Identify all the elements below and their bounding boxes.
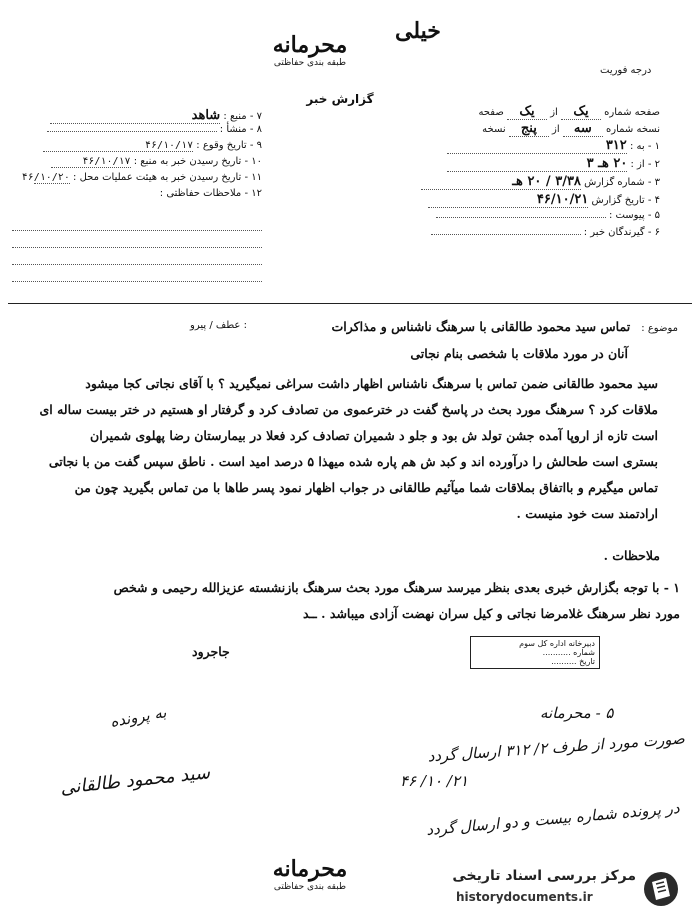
classification-title: محرمانه xyxy=(272,32,348,58)
field-protective-notes: ۱۲ - ملاحظات حفاظتی : xyxy=(159,188,262,199)
field-report-date: ۴ - تاریخ گزارش ۴۶/۱۰/۲۱ xyxy=(400,192,660,210)
distribution: جاجرود xyxy=(192,644,230,659)
handwritten-name: سید محمود طالقانی xyxy=(59,762,211,799)
field-copy-number: نسخه شماره سه از پنج نسخه xyxy=(482,121,660,136)
notes xyxy=(10,580,680,632)
watermark-title: مرکز بررسی اسناد تاریخی xyxy=(452,868,636,884)
watermark xyxy=(440,866,690,912)
watermark-url: historydocuments.ir xyxy=(456,890,593,904)
field-origin: ۸ - منشأ : xyxy=(12,124,262,140)
body-line: تماس میگیرم و بااتفاق بملاقات شما میآئیم طالقانی در جواب اظهار نمود پسر طاها با من تماس بگیرید چون من xyxy=(74,480,658,495)
field-source: ۷ - منبع : شاهد xyxy=(12,108,262,124)
registry-stamp: دبیرخانه اداره کل سوم شماره ........... تاریخ .......... xyxy=(470,636,600,669)
field-from: ۲ - از : ۲۰ هـ ۳ xyxy=(400,156,660,174)
handwritten-note: صورت مورد از طرف ۲/ ۳۱۲ ارسال گردد xyxy=(426,729,686,766)
subject-line xyxy=(190,316,678,335)
notes-line: مورد نظر سرهنگ غلامرضا نجاتی و کیل سران نهضت آزادی میباشد . ــد xyxy=(302,606,680,621)
field-page-number: صفحه شماره یک از یک صفحه xyxy=(478,104,660,119)
classification-subtitle: طبقه بندی حفاظتی xyxy=(273,58,347,68)
handwritten-note: به پرونده xyxy=(108,703,168,731)
body-line: آنان در مورد ملاقات با شخصی بنام نجاتی xyxy=(410,346,628,361)
header-divider xyxy=(8,303,692,304)
notes-label: ملاحظات . xyxy=(603,548,660,563)
classification-title: محرمانه xyxy=(272,856,348,882)
left-blank-lines xyxy=(12,214,262,282)
classification-footer xyxy=(250,856,370,892)
notes-line: ۱ - با توجه بگزارش خبری بعدی بنظر میرسد سرهنگ مورد بحث سرهنگ بازنشسته عزیزالله رحیمی و شخص xyxy=(113,580,680,595)
body-line: سید محمود طالقانی ضمن تماس با سرهنگ ناشناس اظهار داشت سراغی نمیگیرید ؟ با آقای نجاتی کجا میشود xyxy=(85,376,658,391)
field-report-number: ۳ - شماره گزارش ۳/۳۸ / ۲۰ هـ xyxy=(400,174,660,192)
body-line: است تازه از اروپا آمده جشن تولد ش بود و جلو د شمیران تصادف کرد فعلا در بیمارستان رضا پهلوی شمیران xyxy=(90,428,658,443)
field-event-date: ۹ - تاریخ وقوع : ۴۶/۱۰/۱۷ xyxy=(12,140,262,156)
body-line: بستری است طحالش را درآورده اند و کبد ش هم پاره شده میهذا ۵ درصد امید است . ناطق سپس گفت من با نجاتی xyxy=(48,454,658,469)
field-recipients: ۶ - گیرندگان خبر : xyxy=(400,227,660,244)
report-title: گزارش خبر xyxy=(306,92,374,106)
handwritten-mark: خیلی xyxy=(395,18,441,44)
handwritten-note: ۵ - محرمانه xyxy=(540,704,614,722)
handwritten-note: در پرونده شماره بیست و دو ارسال گردد xyxy=(425,798,681,840)
handwritten-date: ۲۱/ ۱۰/ ۴۶ xyxy=(400,772,469,790)
body-line: ملاقات کرد ؟ سرهنگ مورد بحث در پاسخ گفت در خترعموی من تصادف کرد و گرفتار او هستیم در ختر بیست ساله ای xyxy=(39,402,658,417)
archive-logo-icon xyxy=(642,870,680,908)
subject-label: موضوع : xyxy=(641,323,678,334)
left-fields xyxy=(12,108,262,204)
subject-text: تماس سید محمود طالقانی با سرهنگ ناشناس و مذاکرات xyxy=(331,319,631,334)
classification-subtitle: طبقه بندی حفاظتی xyxy=(273,882,347,892)
report-body xyxy=(18,346,658,532)
body-line: ارادتمند ست خود منیست . xyxy=(516,506,658,521)
field-attachment: ۵ - پیوست : xyxy=(400,210,660,227)
right-fields xyxy=(400,104,660,244)
priority-label: درجه فوریت xyxy=(600,65,652,76)
reference-label: عطف / پیرو : xyxy=(190,320,247,331)
classification-header xyxy=(250,32,370,68)
field-ops-receipt-date: ۱۱ - تاریخ رسیدن خبر به هیئت عملیات محل : ۴۶/۱۰/۲۰ xyxy=(21,172,262,183)
field-to: ۱ - به : ۳۱۲ xyxy=(400,138,660,156)
field-source-receipt-date: ۱۰ - تاریخ رسیدن خبر به منبع : ۴۶/۱۰/۱۷ xyxy=(12,156,262,172)
